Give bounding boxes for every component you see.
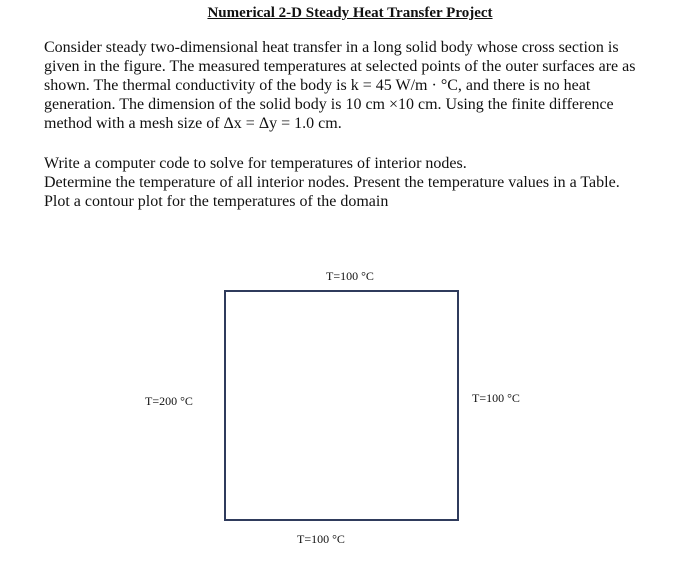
right-boundary-temperature: T=100 °C xyxy=(472,391,520,405)
description-line-4: generation. The dimension of the solid body is 10 cm ×10 cm. Using the finite difference xyxy=(44,96,614,113)
description-line-5: method with a mesh size of Δx = Δy = 1.0 cm. xyxy=(44,115,342,132)
instruction-line-3: Plot a contour plot for the temperatures of the domain xyxy=(44,193,389,210)
page-title: Numerical 2-D Steady Heat Transfer Project xyxy=(207,5,493,21)
instruction-line-2: Determine the temperature of all interior nodes. Present the temperature values in a Table. xyxy=(44,174,620,191)
top-boundary-temperature: T=100 °C xyxy=(326,269,374,283)
left-boundary-temperature: T=200 °C xyxy=(145,394,193,408)
solid-body-cross-section xyxy=(224,290,459,521)
bottom-boundary-temperature: T=100 °C xyxy=(297,532,345,546)
instruction-line-1: Write a computer code to solve for temperatures of interior nodes. xyxy=(44,155,467,172)
description-line-2: given in the figure. The measured temperatures at selected points of the outer surfaces are as xyxy=(44,58,636,75)
page-edge-fragment xyxy=(38,0,58,3)
task-instructions xyxy=(44,154,684,211)
description-line-1: Consider steady two-dimensional heat transfer in a long solid body whose cross section is xyxy=(44,39,619,56)
problem-description xyxy=(44,38,684,133)
description-line-3: shown. The thermal conductivity of the body is k = 45 W/m · °C, and there is no heat xyxy=(44,77,591,94)
